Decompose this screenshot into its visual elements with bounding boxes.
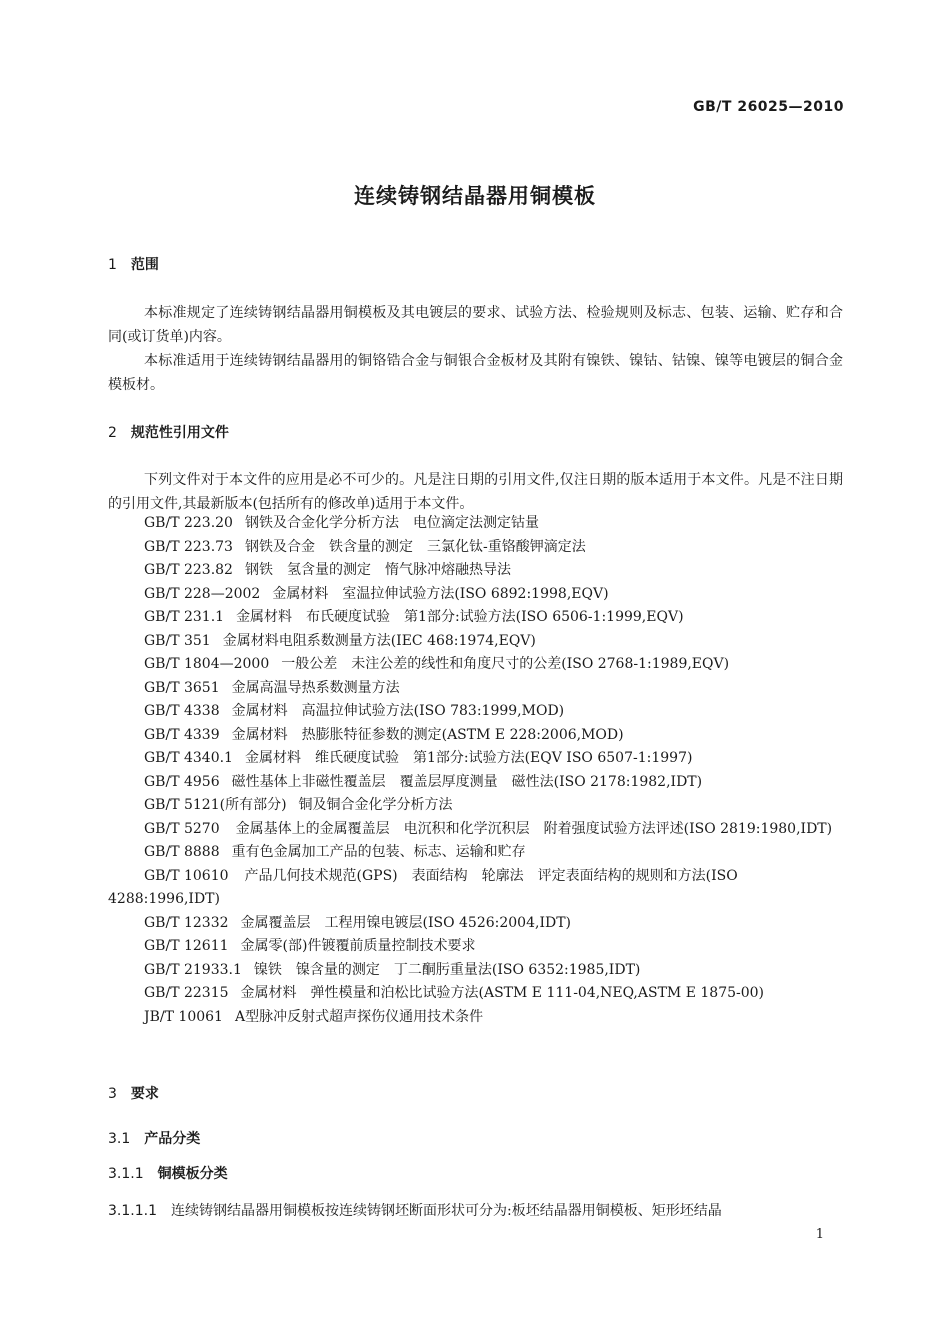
reference-item — [108, 747, 843, 771]
reference-title: 金属材料 高温拉伸试验方法(ISO 783:1999,MOD) — [231, 703, 565, 719]
section-number: 2 — [108, 425, 117, 441]
section-number: 3.1.1 — [108, 1166, 144, 1182]
reference-item — [108, 512, 843, 536]
section-title: 产品分类 — [144, 1131, 201, 1147]
reference-code: GB/T 5270 — [144, 820, 220, 837]
reference-item — [108, 677, 843, 701]
reference-code: GB/T 10610 — [144, 867, 229, 884]
reference-code: GB/T 12611 — [144, 938, 229, 954]
reference-code: GB/T 351 — [144, 632, 211, 649]
reference-item — [108, 959, 843, 983]
reference-title: 重有色金属加工产品的包装、标志、运输和贮存 — [231, 844, 526, 860]
reference-code: JB/T 10061 — [144, 1008, 223, 1025]
section-title: 范围 — [130, 257, 159, 273]
reference-title: 金属材料电阻系数测量方法(IEC 468:1974,EQV) — [222, 632, 536, 649]
reference-item — [108, 841, 843, 865]
reference-code: GB/T 4340.1 — [144, 750, 233, 766]
reference-item — [108, 724, 843, 748]
clause-number: 3.1.1.1 — [108, 1203, 157, 1219]
reference-code: GB/T 21933.1 — [144, 961, 242, 978]
section-1-paragraph-2: 本标准适用于连续铸钢结晶器用的铜铬锆合金与铜银合金板材及其附有镍铁、镍钴、钴镍、镍等电镀层的铜合金模板材。 — [108, 353, 843, 393]
reference-item — [108, 700, 843, 724]
clause-text: 连续铸钢结晶器用铜模板按连续铸钢坯断面形状可分为:板坯结晶器用铜模板、矩形坯结晶 — [170, 1203, 722, 1219]
reference-title: 产品几何技术规范(GPS) 表面结构 轮廓法 评定表面结构的规则和方法(ISO 4288:1996,IDT) — [108, 867, 738, 907]
reference-code: GB/T 12332 — [144, 914, 229, 931]
reference-title: 金属覆盖层 工程用镍电镀层(ISO 4526:2004,IDT) — [240, 914, 572, 931]
page-number: 1 — [815, 1227, 824, 1242]
clause-3-1-1-1 — [108, 1199, 843, 1223]
section-3-heading — [108, 1083, 159, 1103]
standard-code: GB/T 26025—2010 — [693, 99, 844, 115]
reference-title: 金属材料 维氏硬度试验 第1部分:试验方法(EQV ISO 6507-1:1997) — [244, 750, 693, 766]
reference-item — [108, 1006, 843, 1030]
reference-title: 镍铁 镍含量的测定 丁二酮肟重量法(ISO 6352:1985,IDT) — [253, 961, 641, 978]
reference-code: GB/T 223.73 — [144, 538, 233, 555]
reference-item — [108, 982, 843, 1006]
section-title: 规范性引用文件 — [130, 425, 229, 441]
section-2-intro: 下列文件对于本文件的应用是必不可少的。凡是注日期的引用文件,仅注日期的版本适用于本文件。凡是不注日期的引用文件,其最新版本(包括所有的修改单)适用于本文件。 — [108, 472, 843, 512]
reference-title: 金属材料 室温拉伸试验方法(ISO 6892:1998,EQV) — [272, 585, 609, 602]
reference-item — [108, 606, 843, 630]
reference-code: GB/T 3651 — [144, 679, 220, 696]
section-3-1-heading — [108, 1128, 200, 1148]
reference-item — [108, 794, 843, 818]
section-number: 3.1 — [108, 1131, 131, 1147]
reference-code: GB/T 22315 — [144, 985, 229, 1001]
reference-item — [108, 630, 843, 654]
reference-title: 金属材料 弹性模量和泊松比试验方法(ASTM E 111-04,NEQ,ASTM E 1875-00) — [240, 985, 765, 1001]
section-1-paragraph-1: 本标准规定了连续铸钢结晶器用铜模板及其电镀层的要求、试验方法、检验规则及标志、包装、运输、贮存和合同(或订货单)内容。 — [108, 305, 843, 345]
reference-item — [108, 818, 843, 842]
reference-title: 磁性基体上非磁性覆盖层 覆盖层厚度测量 磁性法(ISO 2178:1982,IDT) — [231, 773, 703, 790]
reference-title: 一般公差 未注公差的线性和角度尺寸的公差(ISO 2768-1:1989,EQV) — [281, 656, 730, 672]
reference-item — [108, 912, 843, 936]
reference-title: 钢铁 氢含量的测定 惰气脉冲熔融热导法 — [244, 562, 511, 578]
reference-item — [108, 653, 843, 677]
document-title: 连续铸钢结晶器用铜模板 — [354, 184, 596, 208]
section-title: 要求 — [130, 1086, 159, 1102]
reference-code: GB/T 231.1 — [144, 609, 225, 625]
reference-code: GB/T 223.82 — [144, 562, 233, 578]
section-1-heading — [108, 254, 159, 274]
reference-code: GB/T 4339 — [144, 726, 220, 743]
reference-item — [108, 583, 843, 607]
reference-code: GB/T 4338 — [144, 703, 220, 719]
reference-code: GB/T 4956 — [144, 773, 220, 790]
section-2-heading — [108, 422, 229, 442]
section-number: 1 — [108, 257, 117, 273]
section-3-1-1-heading — [108, 1163, 228, 1183]
section-title: 铜模板分类 — [157, 1166, 228, 1182]
normative-reference-list — [108, 512, 843, 1029]
reference-code: GB/T 5121(所有部分) — [144, 797, 287, 813]
reference-title: 铜及铜合金化学分析方法 — [298, 797, 453, 813]
reference-item — [108, 865, 843, 912]
reference-title: 金属材料 热膨胀特征参数的测定(ASTM E 228:2006,MOD) — [231, 726, 624, 743]
reference-title: 金属高温导热系数测量方法 — [231, 679, 400, 696]
reference-title: A型脉冲反射式超声探伤仪通用技术条件 — [234, 1008, 484, 1025]
reference-title: 金属零(部)件镀覆前质量控制技术要求 — [240, 938, 476, 954]
section-number: 3 — [108, 1086, 117, 1102]
reference-code: GB/T 8888 — [144, 844, 220, 860]
reference-title: 金属基体上的金属覆盖层 电沉积和化学沉积层 附着强度试验方法评述(ISO 2819:1980,IDT) — [235, 820, 833, 837]
reference-title: 钢铁及合金 铁含量的测定 三氯化钛-重铬酸钾滴定法 — [244, 538, 586, 555]
reference-code: GB/T 1804—2000 — [144, 656, 270, 672]
reference-item — [108, 559, 843, 583]
reference-item — [108, 771, 843, 795]
reference-item — [108, 935, 843, 959]
reference-title: 钢铁及合金化学分析方法 电位滴定法测定钴量 — [244, 515, 539, 531]
reference-code: GB/T 228—2002 — [144, 585, 261, 602]
reference-title: 金属材料 布氏硬度试验 第1部分:试验方法(ISO 6506-1:1999,EQV) — [236, 609, 684, 625]
reference-item — [108, 536, 843, 560]
reference-code: GB/T 223.20 — [144, 515, 233, 531]
